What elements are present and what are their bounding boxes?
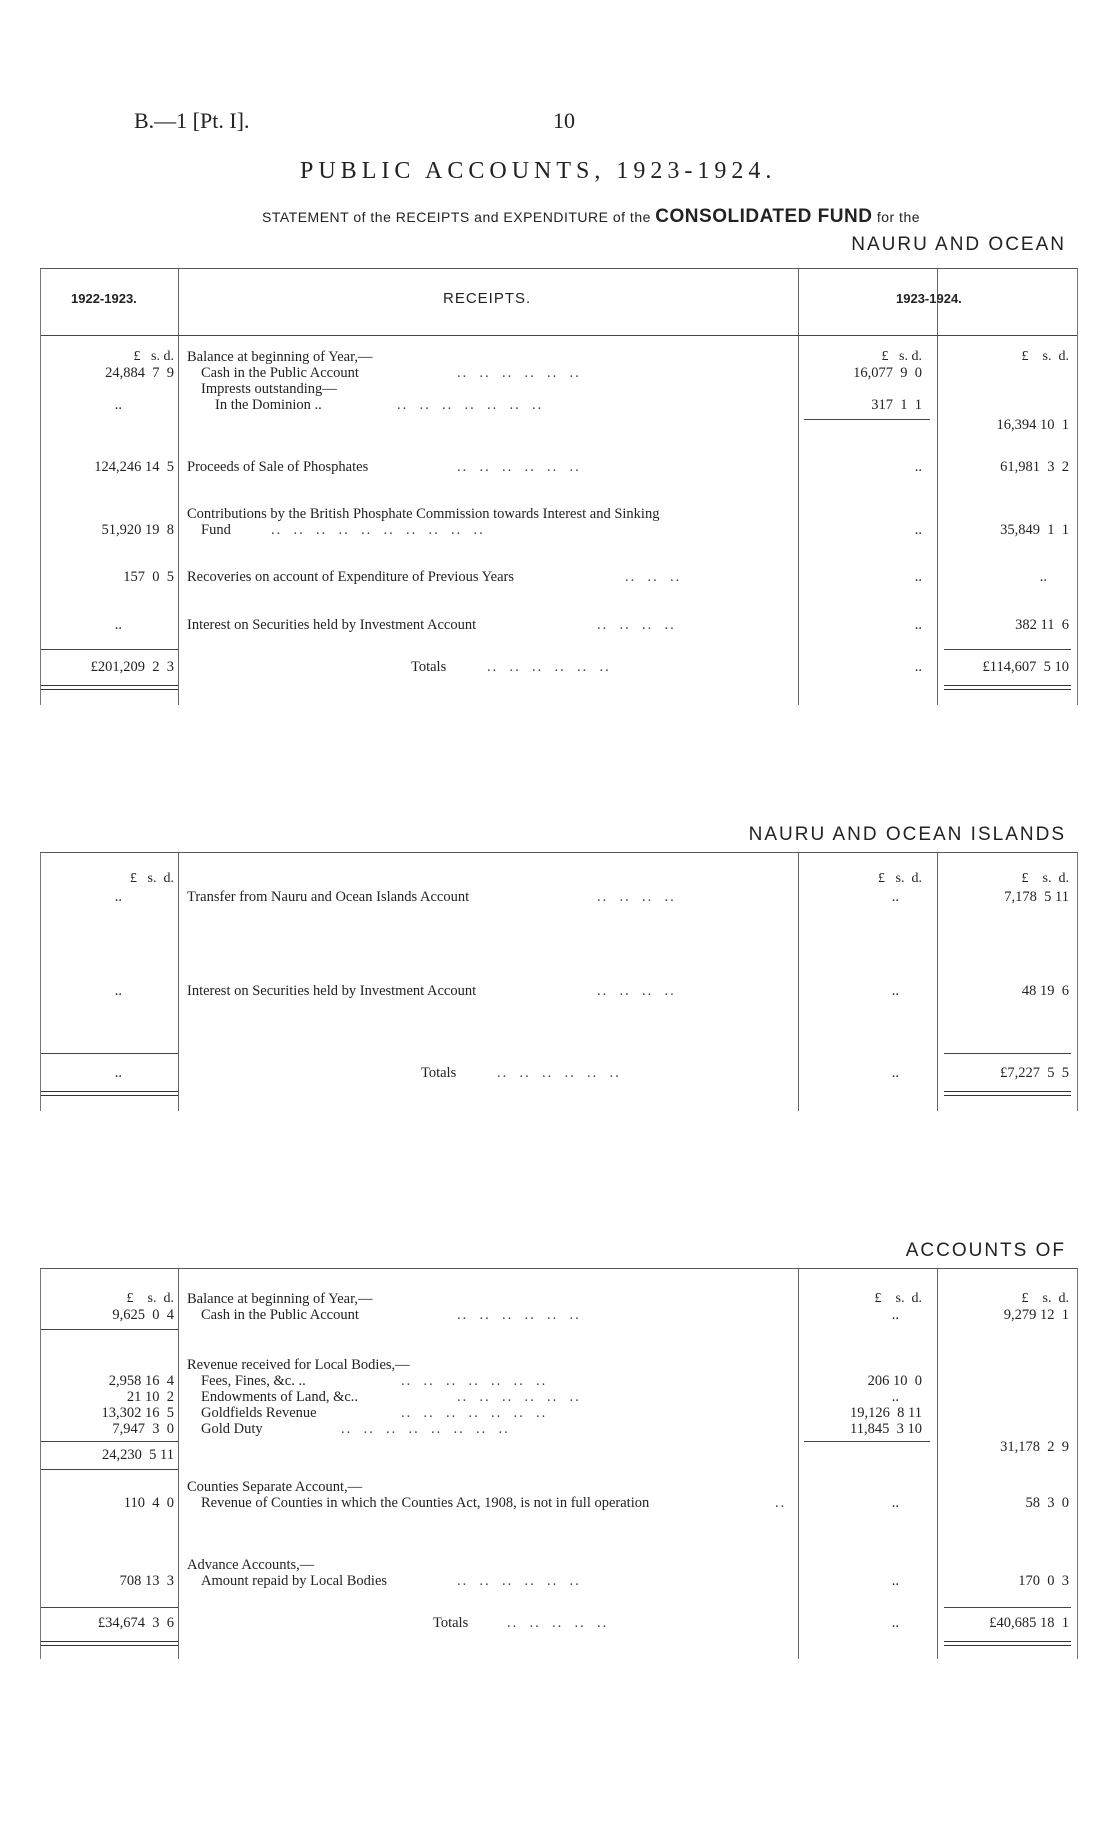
totals-label: Totals: [421, 1065, 457, 1081]
row-balance-label: Balance at beginning of Year,—: [187, 349, 373, 365]
row-interest-label: Interest on Securities held by Investment Account: [187, 983, 477, 999]
row-interest-prev: ..: [114, 983, 122, 999]
row-interest-prev: ..: [114, 617, 122, 633]
row-endow-sub: ..: [891, 1389, 899, 1405]
row-fees-label: Fees, Fines, &c. ..: [201, 1373, 306, 1389]
column-header-receipts: RECEIPTS.: [443, 290, 532, 307]
document-reference: B.—1 [Pt. I].: [134, 108, 250, 133]
row-phosphates-label: Proceeds of Sale of Phosphates: [187, 459, 369, 475]
row-contrib-sub: ..: [914, 522, 922, 538]
row-transfer-total: 7,178 5 11: [1004, 889, 1069, 905]
statement-pre: STATEMENT of the RECEIPTS and EXPENDITURE of the: [262, 209, 651, 225]
row-revenue-total: 31,178 2 9: [1000, 1439, 1069, 1455]
row-advance-label: Advance Accounts,—: [187, 1557, 315, 1573]
row-contrib-label-2: Fund: [201, 522, 231, 538]
row-phosphates-total: 61,981 3 2: [1000, 459, 1069, 475]
row-recover-prev: 157 0 5: [123, 569, 174, 585]
row-transfer-sub: ..: [891, 889, 899, 905]
column-header-1923: 1923-1924.: [896, 291, 962, 306]
row-interest-label: Interest on Securities held by Investment Account: [187, 617, 477, 633]
statement-heading: [262, 206, 920, 228]
row-phosphates-sub: ..: [914, 459, 922, 475]
row-cash-label: Cash in the Public Account: [201, 1307, 359, 1323]
row-recover-total: ..: [1039, 569, 1047, 585]
row-endow-label: Endowments of Land, &c..: [201, 1389, 359, 1405]
page-number: 10: [553, 108, 575, 133]
totals-total: £114,607 5 10: [982, 659, 1069, 675]
row-fees-prev: 2,958 16 4: [108, 1373, 174, 1389]
lsd-header-prev: £ s. d.: [133, 349, 174, 364]
row-advance-prev: 708 13 3: [119, 1573, 174, 1589]
row-dominion-label: In the Dominion ..: [215, 397, 322, 413]
lsd-header-total: £ s. d.: [1021, 349, 1069, 364]
totals-label: Totals: [433, 1615, 469, 1631]
row-interest-total: 382 11 6: [1015, 617, 1069, 633]
row-duty-sub: 11,845 3 10: [850, 1421, 922, 1437]
row-contrib-label-1: Contributions by the British Phosphate Commission towards Interest and Sinking: [187, 506, 660, 522]
row-dominion-sub: 317 1 1: [871, 397, 922, 413]
lsd-header-prev: £ s. d.: [126, 1291, 174, 1306]
column-header-1922: 1922-1923.: [71, 291, 137, 306]
nauru-islands-table: £ s. d. £ s. d. £ s. d. .. Transfer from Nauru and Ocean Islands Account .. .. .. .. .. 7,178 5 11 .. Interest on Securities held by Investment Account .. .. .. .. .. 48 19 6 .. Totals .. .. .. .. .. .. .. £7,227 5 5: [40, 852, 1078, 1111]
lsd-header-sub: £ s. d.: [874, 1291, 922, 1306]
totals-prev: £201,209 2 3: [90, 659, 174, 675]
row-transfer-label: Transfer from Nauru and Ocean Islands Account: [187, 889, 470, 905]
row-contrib-prev: 51,920 19 8: [101, 522, 174, 538]
row-cash-prev: 9,625 0 4: [112, 1307, 174, 1323]
row-interest-sub: ..: [914, 617, 922, 633]
row-cash-total: 9,279 12 1: [1003, 1307, 1069, 1323]
row-revenue-prev: 24,230 5 11: [102, 1447, 174, 1463]
row-advance-sub: ..: [891, 1573, 899, 1589]
lsd-header-prev: £ s. d.: [130, 871, 174, 886]
row-interest-sub: ..: [891, 983, 899, 999]
accounts-table: £ s. d. £ s. d. £ s. d. Balance at beginning of Year,— 9,625 0 4 Cash in the Public Account .. .. .. .. .. .. .. 9,279 12 1 Revenue received for Local Bodies,— 2,958 16 4 Fees, Fines, &c. .. .. .. .. .. .. .. .. 206 10 0 21 10 2 Endowments of Land, &c.. .. .. .. .. .. .. .. 13,302 16 5 Goldfields Revenue .. .. .. .. .. .. .. 19,126 8 11 7,947 3 0 Gold Duty .. .. .. .. .. .. .. .. 11,845 3 10 24,230 5 11 31,178 2 9 Counties Separate Account,— 110 4 0 Revenue of Counties in which the Counties Act, 1908, is not in full operation .. .. 58 3 0 Advance Accounts,— 708 13 3 Amount repaid by Local Bodies .. .. .. .. .. .. .. 170 0 3 £34,674 3 6 Totals .. .. .. .. .. .. £40,685 18 1: [40, 1268, 1078, 1659]
row-contrib-total: 35,849 1 1: [1000, 522, 1069, 538]
row-endow-prev: 21 10 2: [126, 1389, 174, 1405]
row-counties-label-2: Revenue of Counties in which the Counties Act, 1908, is not in full operation: [201, 1495, 650, 1511]
receipts-table: 1922-1923. RECEIPTS. 1923-1924. £ s. d. £ s. d. £ s. d. Balance at beginning of Year,— 24,884 7 9 Cash in the Public Account .. .. .. .. .. .. 16,077 9 0 Imprests outstanding— .. In the Dominion .. .. .. .. .. .. .. .. 317 1 1 16,394 10 1 124,246 14 5 Proceeds of Sale of Phosphates .. .. .. .. .. .. .. 61,981 3 2 Contributions by the British Phosphate Commission towards Interest and Sinking 51,920 19 8 Fund .. .. .. .. .. .. .. .. .. .. .. 35,849 1 1 157 0 5 Recoveries on account of Expenditure of Previous Years .. .. .. .. .. .. Interest on Securities held by Investment Account .. .. .. .. .. 382 11 6 £201,209 2 3 Totals .. .. .. .. .. .. .. £114,607 5 10: [40, 268, 1078, 705]
row-dominion-prev: ..: [114, 397, 122, 413]
row-phosphates-prev: 124,246 14 5: [94, 459, 174, 475]
totals-sub: ..: [914, 659, 922, 675]
totals-prev: £34,674 3 6: [97, 1615, 174, 1631]
totals-total: £40,685 18 1: [989, 1615, 1069, 1631]
row-gold-label: Goldfields Revenue: [201, 1405, 317, 1421]
statement-post: for the: [876, 209, 921, 225]
row-cash-prev: 24,884 7 9: [105, 365, 174, 381]
section-heading-nauru: NAURU AND OCEAN: [851, 234, 1066, 255]
row-balance-label: Balance at beginning of Year,—: [187, 1291, 373, 1307]
row-counties-label: Counties Separate Account,—: [187, 1479, 363, 1495]
row-recover-sub: ..: [914, 569, 922, 585]
lsd-header-total: £ s. d.: [1021, 871, 1069, 886]
section-heading-accounts-of: ACCOUNTS OF: [905, 1240, 1066, 1261]
lsd-header-sub: £ s. d.: [878, 871, 922, 886]
row-gold-prev: 13,302 16 5: [101, 1405, 174, 1421]
totals-sub: ..: [891, 1065, 899, 1081]
lsd-header-total: £ s. d.: [1021, 1291, 1069, 1306]
page-title: PUBLIC ACCOUNTS, 1923-1924.: [300, 158, 777, 184]
row-advance-label-2: Amount repaid by Local Bodies: [201, 1573, 388, 1589]
row-counties-total: 58 3 0: [1025, 1495, 1069, 1511]
row-cash-sub: 16,077 9 0: [853, 365, 922, 381]
lsd-header-sub: £ s. d.: [881, 349, 922, 364]
row-counties-sub: ..: [891, 1495, 899, 1511]
row-gold-sub: 19,126 8 11: [850, 1405, 922, 1421]
totals-prev: ..: [114, 1065, 122, 1081]
row-revenue-label: Revenue received for Local Bodies,—: [187, 1357, 410, 1373]
section-heading-nauru-islands: NAURU AND OCEAN ISLANDS: [748, 824, 1066, 845]
row-advance-total: 170 0 3: [1018, 1573, 1069, 1589]
row-interest-total: 48 19 6: [1021, 983, 1069, 999]
statement-fund: CONSOLIDATED FUND: [655, 206, 873, 227]
row-imprests-label: Imprests outstanding—: [201, 381, 337, 397]
row-fees-sub: 206 10 0: [867, 1373, 922, 1389]
row-cash-sub: ..: [891, 1307, 899, 1323]
totals-label: Totals: [411, 659, 447, 675]
totals-sub: ..: [891, 1615, 899, 1631]
row-duty-label: Gold Duty: [201, 1421, 263, 1437]
row-duty-prev: 7,947 3 0: [112, 1421, 174, 1437]
row-transfer-prev: ..: [114, 889, 122, 905]
row-cash-label: Cash in the Public Account: [201, 365, 359, 381]
row-balance-total: 16,394 10 1: [996, 417, 1069, 433]
row-counties-prev: 110 4 0: [123, 1495, 174, 1511]
row-recover-label: Recoveries on account of Expenditure of Previous Years: [187, 569, 514, 585]
totals-total: £7,227 5 5: [1000, 1065, 1069, 1081]
